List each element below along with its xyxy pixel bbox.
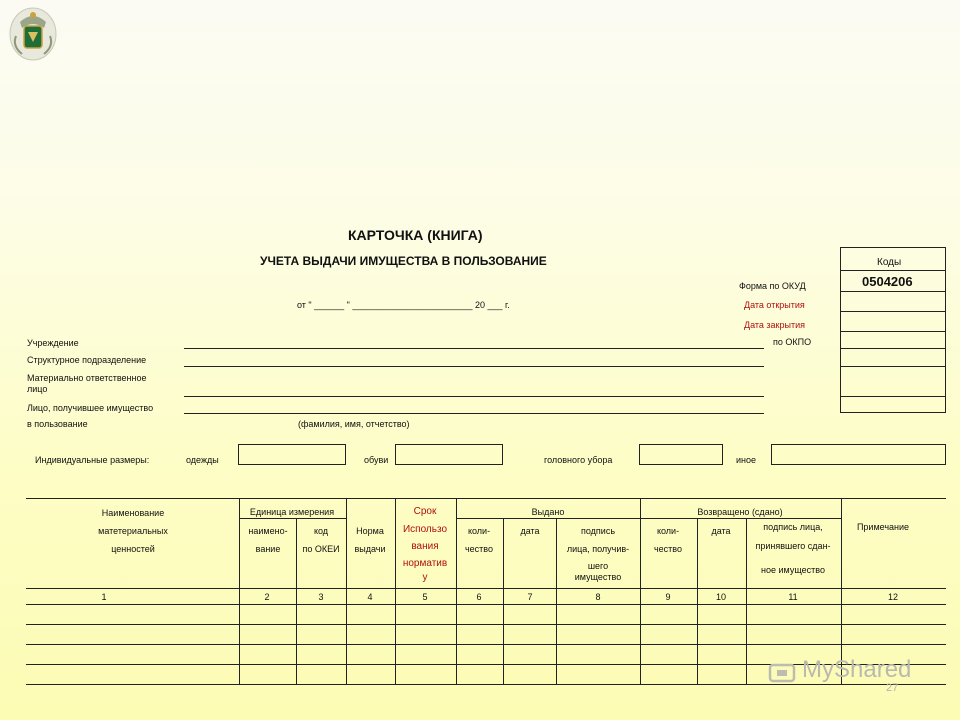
col-number: 12 [887, 592, 899, 602]
col-unit-header: Единица измерения [249, 507, 335, 517]
okud-value: 0504206 [862, 274, 913, 289]
col-issued-sign-3: шего [587, 561, 609, 571]
col-name-header-2: матетериальных [98, 526, 168, 536]
fio-hint: (фамилия, имя, отчетство) [298, 419, 410, 429]
col-term-2: Использо [402, 524, 448, 535]
okud-label: Форма по ОКУД [739, 281, 806, 291]
col-issued-sign-4: имущество [574, 572, 622, 582]
watermark: MyShared [802, 656, 912, 683]
col-number: 10 [715, 592, 727, 602]
watermark-icon [767, 660, 797, 686]
table-row[interactable] [26, 605, 946, 624]
col-number: 11 [788, 592, 798, 602]
col-name-header-1: Наименование [101, 508, 165, 518]
shoes-label: обуви [364, 455, 389, 465]
col-norm-2: выдачи [354, 544, 386, 554]
responsible-label-2: лицо [27, 384, 48, 394]
col-returned-sign-3: ное имущество [761, 565, 825, 575]
col-unit-code-2: по ОКЕИ [302, 544, 340, 554]
recipient-label-2: в пользование [27, 419, 88, 429]
other-size-label: иное [736, 455, 757, 465]
col-issued-date: дата [520, 526, 540, 536]
col-issued-header: Выдано [531, 507, 565, 517]
table-row[interactable] [26, 625, 946, 644]
col-term-3: вания [411, 541, 439, 552]
page-number: 27 [886, 682, 899, 694]
department-field[interactable] [184, 366, 764, 367]
shoes-size-box[interactable] [395, 444, 503, 465]
col-returned-sign-1: подпись лица, [763, 522, 823, 532]
col-name-header-3: ценностей [111, 544, 155, 554]
col-returned-date: дата [711, 526, 731, 536]
date-line: от " ______ " ________________________ 20 ___ г. [297, 300, 510, 310]
col-number: 5 [422, 592, 428, 602]
emblem-icon [8, 6, 58, 62]
col-number: 1 [101, 592, 107, 602]
codes-column [840, 247, 946, 413]
col-number: 4 [367, 592, 373, 602]
col-issued-qty-2: чество [464, 544, 494, 554]
col-number: 9 [665, 592, 671, 602]
institution-label: Учреждение [27, 338, 79, 348]
col-number: 8 [595, 592, 601, 602]
form-title: КАРТОЧКА (КНИГА) [348, 227, 483, 243]
col-number: 3 [318, 592, 324, 602]
col-returned-qty-2: чество [653, 544, 683, 554]
responsible-label-1: Материально ответственное [27, 373, 147, 383]
other-size-box[interactable] [771, 444, 946, 465]
col-norm-1: Норма [356, 526, 384, 536]
col-unit-code-1: код [313, 526, 329, 536]
col-issued-sign-1: подпись [580, 526, 616, 536]
col-returned-header: Возвращено (сдано) [697, 507, 783, 517]
col-unit-name-1: наимено- [248, 526, 288, 536]
codes-header: Коды [877, 257, 902, 268]
col-term-1: Срок [413, 506, 437, 517]
close-date-label: Дата закрытия [744, 320, 805, 330]
col-note-header: Примечание [856, 522, 910, 532]
col-number: 7 [527, 592, 533, 602]
col-returned-qty-1: коли- [656, 526, 680, 536]
clothes-size-box[interactable] [238, 444, 346, 465]
col-term-4: норматив [402, 558, 448, 569]
col-returned-sign-2: принявшего сдан- [755, 541, 831, 551]
col-term-5: у [422, 572, 428, 583]
responsible-field[interactable] [184, 396, 764, 397]
headwear-label: головного убора [544, 455, 613, 465]
col-issued-sign-2: лица, получив- [566, 544, 630, 554]
recipient-field[interactable] [184, 413, 764, 414]
okpo-label: по ОКПО [773, 337, 812, 347]
open-date-label: Дата открытия [744, 300, 805, 310]
col-number: 2 [264, 592, 270, 602]
institution-field[interactable] [184, 348, 764, 349]
recipient-label-1: Лицо, получившее имущество [27, 403, 154, 413]
department-label: Структурное подразделение [27, 355, 147, 365]
headwear-size-box[interactable] [639, 444, 723, 465]
form-subtitle: УЧЕТА ВЫДАЧИ ИМУЩЕСТВА В ПОЛЬЗОВАНИЕ [260, 254, 547, 268]
col-number: 6 [476, 592, 482, 602]
col-unit-name-2: вание [255, 544, 281, 554]
sizes-label: Индивидуальные размеры: [35, 455, 150, 465]
col-issued-qty-1: коли- [467, 526, 491, 536]
clothes-label: одежды [186, 455, 219, 465]
